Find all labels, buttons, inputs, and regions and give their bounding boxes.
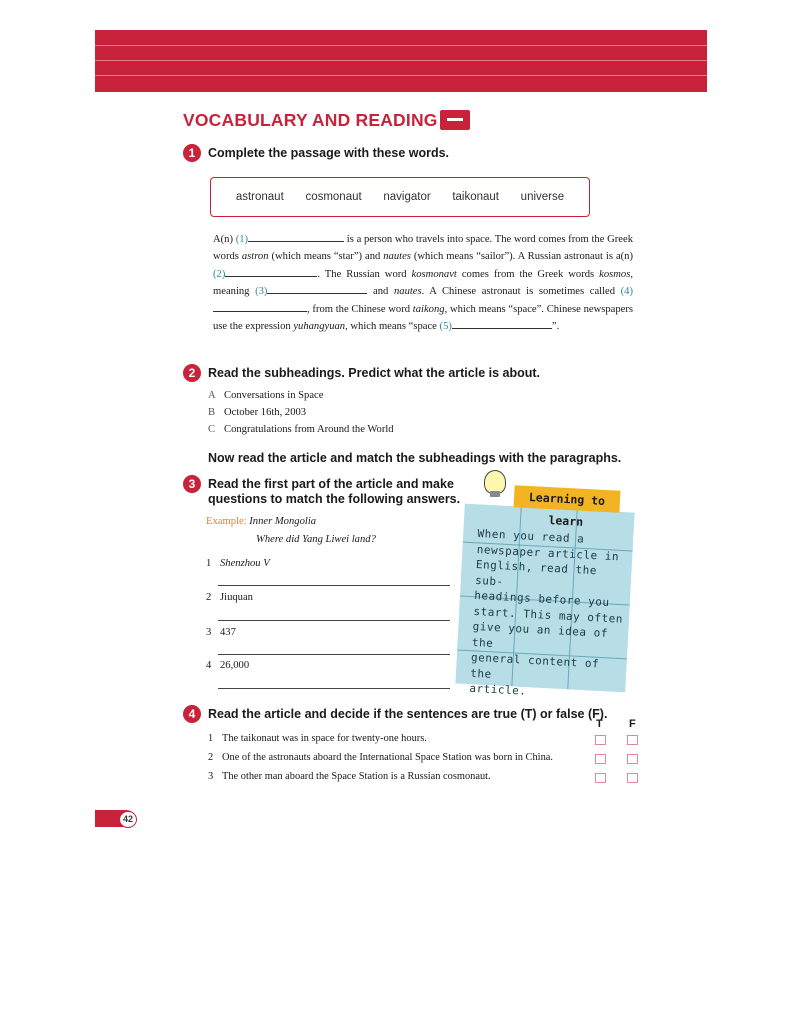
example-answer: Inner Mongolia <box>249 516 317 527</box>
header-banner <box>95 30 707 92</box>
word-item: universe <box>520 191 565 203</box>
answer-blank[interactable] <box>225 266 317 277</box>
statement-row: 1 The taikonaut was in space for twenty-one hours. <box>208 733 427 744</box>
word-item: navigator <box>383 191 431 203</box>
exercise-2-instruction: Read the subheadings. Predict what the article is about. <box>208 366 541 380</box>
word-item: cosmonaut <box>305 191 362 203</box>
answer-item: 4 26,000 <box>206 660 250 671</box>
answer-blank[interactable] <box>248 231 344 242</box>
statement-row: 3 The other man aboard the Space Station is a Russian cosmonaut. <box>208 771 491 782</box>
page-number: 42 <box>119 811 137 828</box>
false-checkbox[interactable] <box>627 735 638 745</box>
question-line[interactable] <box>218 585 450 586</box>
false-checkbox[interactable] <box>627 754 638 764</box>
example-label: Example: <box>206 516 247 527</box>
exercise-1-instruction: Complete the passage with these words. <box>208 146 450 160</box>
blank-number: (3) <box>255 286 268 298</box>
book-icon <box>440 110 470 130</box>
true-checkbox[interactable] <box>595 773 606 783</box>
answer-blank[interactable] <box>452 318 552 329</box>
list-item: B October 16th, 2003 <box>208 407 307 418</box>
true-checkbox[interactable] <box>595 735 606 745</box>
false-column-header: F <box>629 718 636 730</box>
blank-number: (2) <box>213 268 226 280</box>
passage: A(n) (1) is a person who travels into space. The word comes from the Greek words astron (which means “star”) and nautes (which means “sailor”). A Russian astronaut is a(n) (2) . The Russian word kosmonavt comes from the Greek words kosmos, meaning (3) and nautes. A Chinese astronaut is sometimes called (4), from the Chinese word taikong, which means “space”. Chinese newspapers use the expression yuhangyuan, which means “space (5) ”. <box>213 231 633 335</box>
list-item: C Congratulations from Around the World <box>208 424 394 435</box>
exercise-3-instruction-line2: questions to match the following answers. <box>208 492 461 506</box>
question-line[interactable] <box>218 688 450 689</box>
statement-row: 2 One of the astronauts aboard the International Space Station was born in China. <box>208 752 553 763</box>
exercise-2-follow-up: Now read the article and match the subheadings with the paragraphs. <box>208 451 622 465</box>
false-checkbox[interactable] <box>627 773 638 783</box>
learning-note-text: When you read a newspaper article in English, read the sub- headings before you start. This may often give you an idea of the general content of the article. <box>469 526 624 698</box>
answer-item: 2 Jiuquan <box>206 592 253 603</box>
exercise-1-number: 1 <box>183 144 201 162</box>
exercise-4-number: 4 <box>183 705 201 723</box>
exercise-4-instruction: Read the article and decide if the sentences are true (T) or false (F). <box>208 707 608 721</box>
example-line <box>206 516 316 527</box>
question-line[interactable] <box>218 654 450 655</box>
exercise-3-instruction-line1: Read the first part of the article and make <box>208 477 454 491</box>
learning-note-title: Learning to learn <box>513 485 620 513</box>
word-box <box>210 177 590 217</box>
word-item: astronaut <box>235 191 284 203</box>
question-line[interactable] <box>218 620 450 621</box>
answer-blank[interactable] <box>213 301 307 312</box>
section-title: VOCABULARY AND READING <box>183 110 438 130</box>
true-column-header: T <box>596 718 603 730</box>
answer-item: 3 437 <box>206 627 236 638</box>
exercise-2-number: 2 <box>183 364 201 382</box>
lightbulb-icon <box>484 470 506 494</box>
true-checkbox[interactable] <box>595 754 606 764</box>
answer-item: 1 Shenzhou V <box>206 558 270 569</box>
blank-number: (4) <box>620 286 633 298</box>
answer-blank[interactable] <box>267 283 367 294</box>
list-item: A Conversations in Space <box>208 390 324 401</box>
blank-number: (1) <box>235 234 249 245</box>
example-question: Where did Yang Liwei land? <box>256 534 376 545</box>
subheading-list <box>208 387 394 438</box>
blank-number: (5) <box>439 321 452 333</box>
exercise-3-number: 3 <box>183 475 201 493</box>
word-item: taikonaut <box>452 191 500 203</box>
